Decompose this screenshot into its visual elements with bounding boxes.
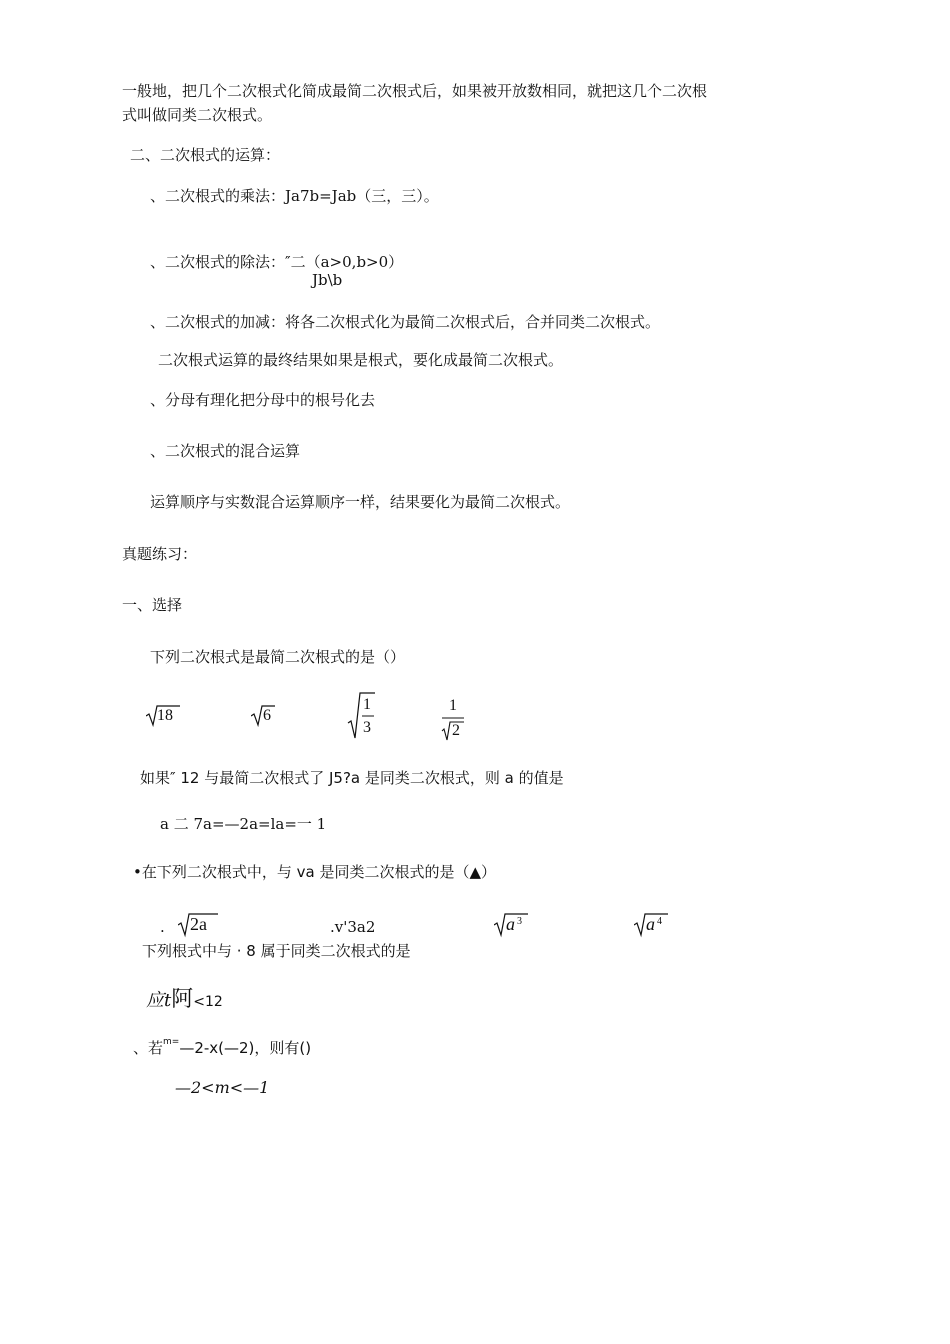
question-4-options: [146, 987, 223, 1013]
division-formula-top: ″二（a>0,b>0）: [285, 253, 404, 271]
radicand-a: a: [646, 914, 655, 934]
q4-option-c: <12: [193, 994, 223, 1010]
addition-rule: 、二次根式的加减：将各二次根式化为最简二次根式后，合并同类二次根式。: [150, 313, 661, 331]
fraction-numerator: 1: [363, 696, 371, 713]
option-sqrt-a-cubed: [494, 912, 530, 938]
multiplication-formula: Ja7b=Jab（三，三）。: [285, 187, 439, 205]
multiplication-label: 、二次根式的乘法：: [150, 187, 286, 205]
option-sqrt-2a: [178, 912, 218, 938]
exponent-4: 4: [657, 916, 662, 927]
question-2-options: a 二 7a=—2a=la=一 1: [160, 815, 327, 833]
multiplication-rule: [150, 187, 439, 205]
question-5-answer: —2<m<—1: [175, 1078, 270, 1097]
paragraph-line-1: 一般地，把几个二次根式化简成最简二次根式后，如果被开放数相同，就把这几个二次根: [122, 82, 708, 100]
option-sqrt-a-fourth: [634, 912, 670, 938]
practice-heading: 真题练习：: [122, 545, 198, 563]
question-1: 下列二次根式是最简二次根式的是（）: [150, 648, 406, 666]
q5-expression: —2-x(—2)，则有(): [179, 1039, 312, 1057]
option-one-over-sqrt-2: [440, 697, 468, 743]
fraction-numerator: 1: [449, 697, 457, 714]
fraction-denominator: 3: [363, 719, 371, 736]
radicand-a: a: [506, 914, 515, 934]
mixed-operation-heading: 、二次根式的混合运算: [150, 442, 301, 460]
question-2: 如果″ 12 与最简二次根式了 J5?a 是同类二次根式，则 a 的值是: [140, 769, 564, 787]
radicand-2: 2: [452, 722, 460, 739]
radicand-2a: 2a: [190, 914, 207, 934]
choice-section-heading: 一、选择: [122, 596, 183, 614]
rationalize-rule: 、分母有理化把分母中的根号化去: [150, 391, 376, 409]
q4-option-b: 阿: [171, 987, 194, 1012]
option-sqrt-18: [146, 704, 180, 728]
q3-option-a-marker: .: [160, 918, 165, 936]
q5-superscript: m=: [163, 1037, 180, 1047]
radicand-18: 18: [157, 707, 173, 724]
radical-sign-icon: [347, 691, 377, 741]
paragraph-line-2: 式叫做同类二次根式。: [122, 106, 273, 124]
q4-option-a: 应t: [146, 990, 172, 1011]
question-4: 下列根式中与 · 8 属于同类二次根式的是: [142, 942, 411, 960]
q3-option-b: .v'3a2: [330, 918, 376, 936]
section-heading-operations: 二、二次根式的运算：: [130, 146, 281, 164]
option-sqrt-one-third: [347, 691, 377, 741]
q5-prefix: 、若: [133, 1039, 164, 1057]
question-3: •在下列二次根式中，与 va 是同类二次根式的是（▲）: [133, 863, 496, 881]
division-rule: [150, 253, 403, 271]
question-5: [133, 1039, 311, 1057]
division-formula-bottom: Jb\b: [312, 271, 343, 289]
option-sqrt-6: [251, 704, 275, 728]
simplest-form-note: 二次根式运算的最终结果如果是根式，要化成最简二次根式。: [158, 351, 564, 369]
division-label: 、二次根式的除法：: [150, 253, 286, 271]
exponent-3: 3: [517, 916, 522, 927]
mixed-operation-description: 运算顺序与实数混合运算顺序一样，结果要化为最简二次根式。: [150, 493, 571, 511]
radicand-6: 6: [263, 707, 271, 724]
